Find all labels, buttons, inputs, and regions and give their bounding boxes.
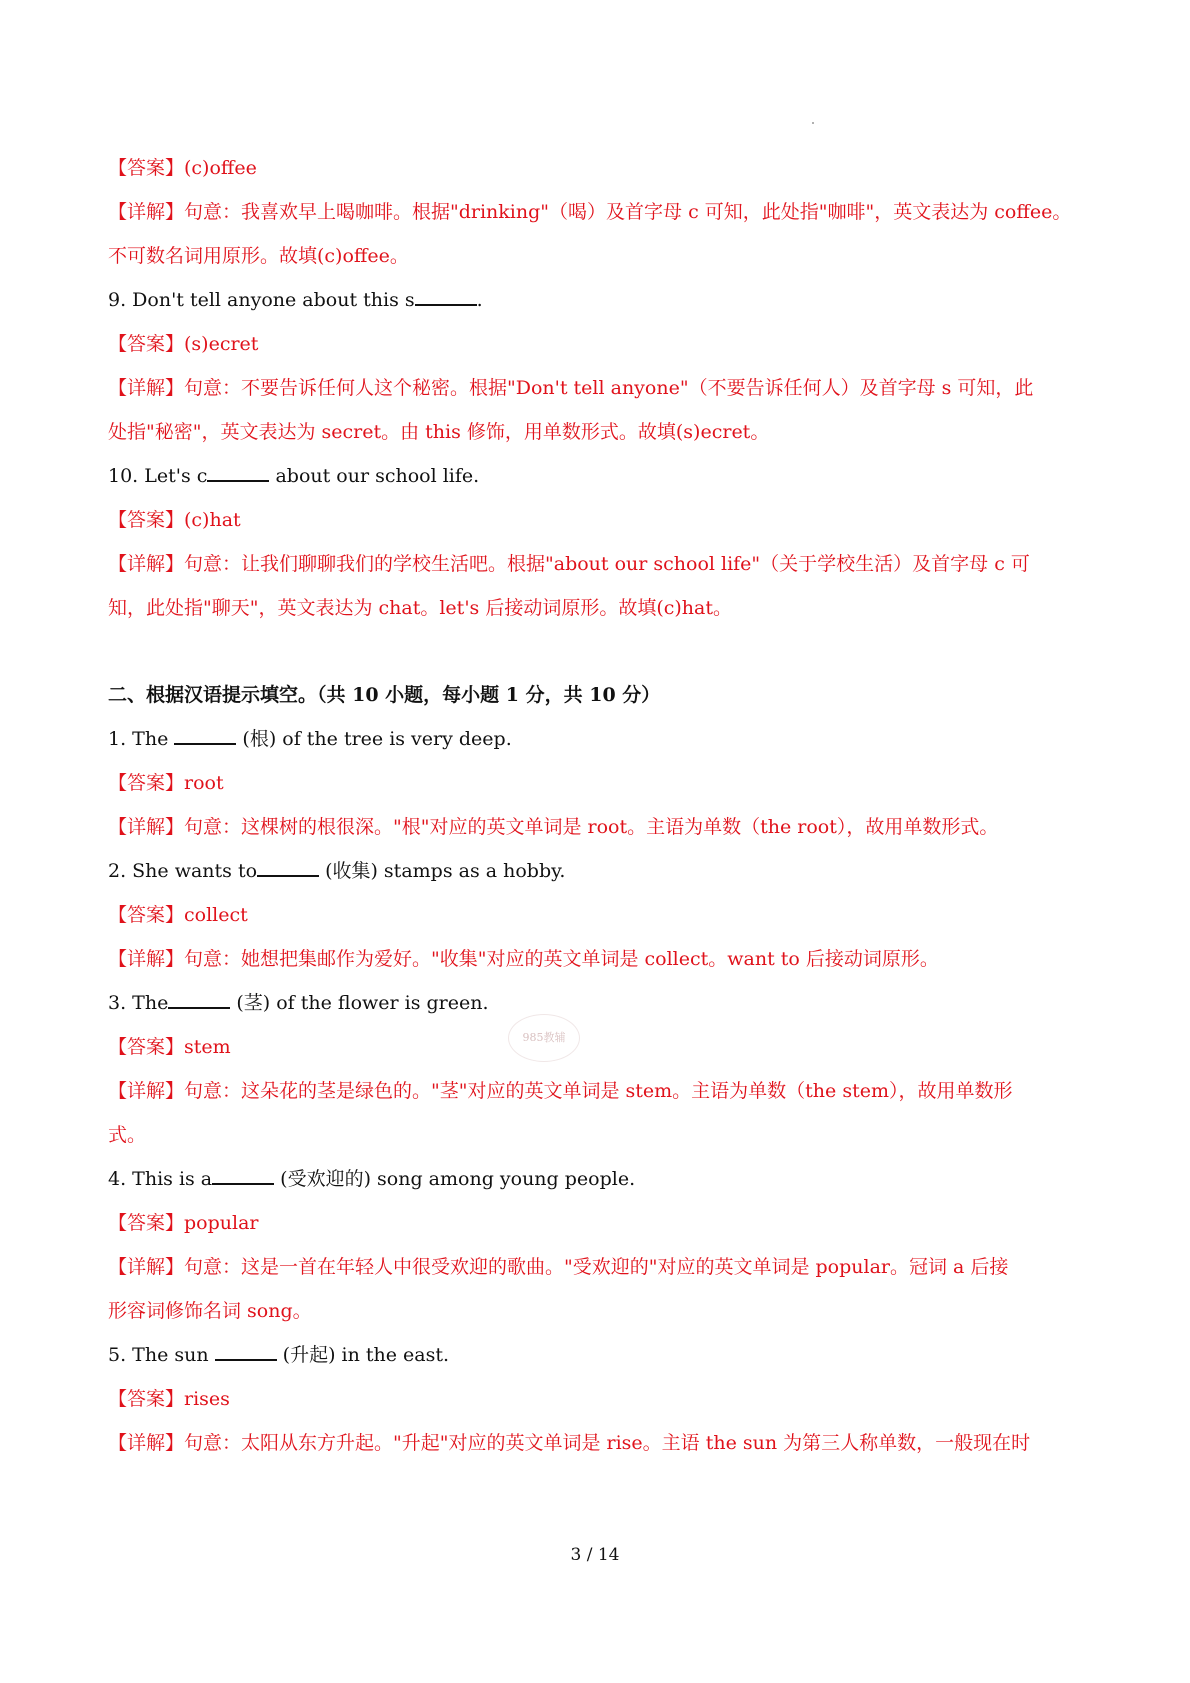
answer-blank <box>415 286 477 306</box>
section-heading: 二、根据汉语提示填空。（共 10 小题，每小题 1 分，共 10 分） <box>108 684 661 706</box>
explanation-line: 式。 <box>108 1124 147 1146</box>
explanation-line: 【详解】句意：不要告诉任何人这个秘密。根据"Don't tell anyone"（不要告诉任何人）及首字母 s 可知，此 <box>108 377 1034 399</box>
explanation-line: 【详解】句意：这是一首在年轻人中很受欢迎的歌曲。"受欢迎的"对应的英文单词是 popular。冠词 a 后接 <box>108 1256 1009 1278</box>
answer-blank <box>207 462 269 482</box>
page-number: 3 / 14 <box>570 1545 620 1565</box>
answer-blank <box>257 857 319 877</box>
question-4: 4. This is a (受欢迎的) song among young people. <box>108 1165 1088 1193</box>
answer-line: 【答案】collect <box>108 904 248 926</box>
answer-line: 【答案】root <box>108 772 224 794</box>
answer-blank <box>168 989 230 1009</box>
explanation-line: 【详解】句意：让我们聊聊我们的学校生活吧。根据"about our school life"（关于学校生活）及首字母 c 可 <box>108 553 1030 575</box>
answer-line: 【答案】(c)hat <box>108 509 241 531</box>
question-1: 1. The (根) of the tree is very deep. <box>108 725 1088 753</box>
watermark-stamp: 985教辅 <box>508 1014 580 1062</box>
answer-line: 【答案】(c)offee <box>108 157 257 179</box>
question-2: 2. She wants to (收集) stamps as a hobby. <box>108 857 1088 885</box>
answer-blank <box>174 725 236 745</box>
explanation-line: 形容词修饰名词 song。 <box>108 1300 312 1322</box>
question-10: 10. Let's c about our school life. <box>108 462 1088 490</box>
answer-line: 【答案】stem <box>108 1036 231 1058</box>
answer-blank <box>212 1165 274 1185</box>
explanation-line: 【详解】句意：我喜欢早上喝咖啡。根据"drinking"（喝）及首字母 c 可知，此处指"咖啡"，英文表达为 coffee。 <box>108 201 1072 223</box>
answer-blank <box>215 1341 277 1361</box>
question-5: 5. The sun (升起) in the east. <box>108 1341 1088 1369</box>
explanation-line: 【详解】句意：这棵树的根很深。"根"对应的英文单词是 root。主语为单数（the root），故用单数形式。 <box>108 816 999 838</box>
explanation-line: 【详解】句意：她想把集邮作为爱好。"收集"对应的英文单词是 collect。want to 后接动词原形。 <box>108 948 939 970</box>
explanation-line: 【详解】句意：这朵花的茎是绿色的。"茎"对应的英文单词是 stem。主语为单数（the stem），故用单数形 <box>108 1080 1013 1102</box>
answer-line: 【答案】(s)ecret <box>108 333 259 355</box>
explanation-line: 不可数名词用原形。故填(c)offee。 <box>108 245 409 267</box>
explanation-line: 知，此处指"聊天"，英文表达为 chat。let's 后接动词原形。故填(c)hat。 <box>108 597 732 619</box>
explanation-line: 处指"秘密"，英文表达为 secret。由 this 修饰，用单数形式。故填(s)ecret。 <box>108 421 770 443</box>
answer-line: 【答案】rises <box>108 1388 230 1410</box>
header-dot <box>812 122 814 124</box>
question-9: 9. Don't tell anyone about this s . <box>108 286 1088 314</box>
explanation-line: 【详解】句意：太阳从东方升起。"升起"对应的英文单词是 rise。主语 the sun 为第三人称单数，一般现在时 <box>108 1432 1031 1454</box>
answer-line: 【答案】popular <box>108 1212 259 1234</box>
question-3: 3. The (茎) of the flower is green. <box>108 989 1088 1017</box>
